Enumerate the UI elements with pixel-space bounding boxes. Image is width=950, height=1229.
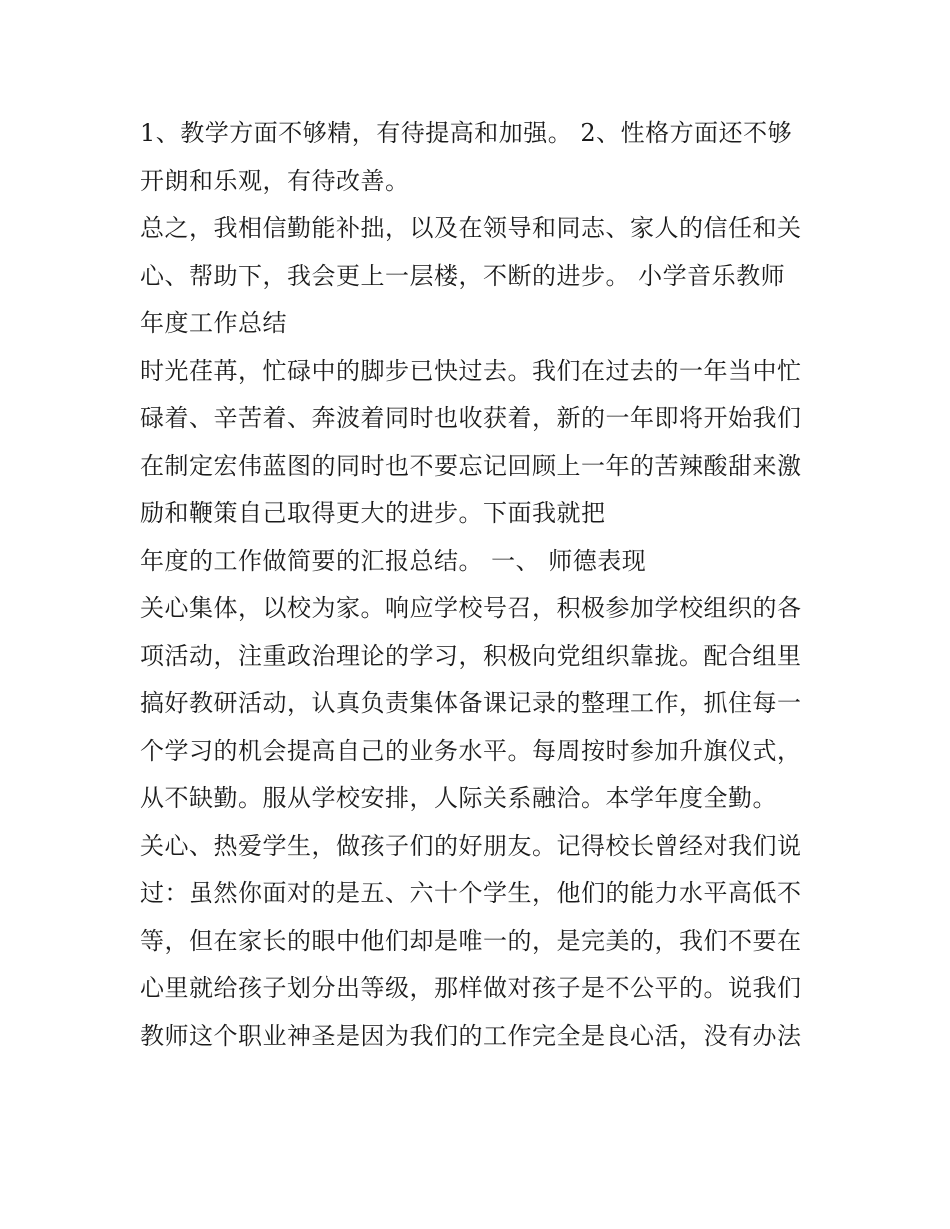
text-line: 等，但在家长的眼中他们却是唯一的，是完美的，我们不要在 — [140, 926, 802, 955]
text-line: 个学习的机会提高自己的业务水平。每周按时参加升旗仪式， — [140, 736, 802, 765]
text-line: 从不缺勤。服从学校安排，人际关系融洽。本学年度全勤。 — [140, 784, 777, 812]
text-line: 项活动，注重政治理论的学习，积极向党组织靠拢。配合组里 — [140, 641, 802, 670]
text-line: 过：虽然你面对的是五、六十个学生，他们的能力水平高低不 — [140, 879, 802, 907]
text-line: 总之，我相信勤能补拙，以及在领导和同志、家人的信任和关 — [140, 214, 802, 242]
text-line: 碌着、辛苦着、奔波着同时也收获着，新的一年即将开始我们 — [140, 404, 802, 432]
text-line: 励和鞭策自己取得更大的进步。下面我就把 — [140, 499, 606, 527]
text-line: 关心、热爱学生，做孩子们的好朋友。记得校长曾经对我们说 — [140, 831, 802, 860]
text-line: 搞好教研活动，认真负责集体备课记录的整理工作，抓住每一 — [140, 689, 802, 717]
text-line: 心里就给孩子划分出等级，那样做对孩子是不公平的。说我们 — [140, 974, 802, 1002]
text-line: 开朗和乐观，有待改善。 — [140, 166, 410, 195]
text-line: 年度工作总结 — [140, 309, 287, 337]
text-line: 1、教学方面不够精，有待提高和加强。 2、性格方面还不够 — [140, 119, 793, 147]
text-line: 教师这个职业神圣是因为我们的工作完全是良心活，没有办法 — [140, 1021, 802, 1050]
document-body — [140, 110, 820, 1060]
text-line: 年度的工作做简要的汇报总结。 一、 师德表现 — [140, 546, 647, 575]
text-line: 心、帮助下，我会更上一层楼，不断的进步。 小学音乐教师 — [140, 261, 786, 290]
text-line: 关心集体，以校为家。响应学校号召，积极参加学校组织的各 — [140, 594, 802, 622]
text-line: 时光荏苒，忙碌中的脚步已快过去。我们在过去的一年当中忙 — [140, 356, 802, 385]
text-line: 在制定宏伟蓝图的同时也不要忘记回顾上一年的苦辣酸甜来激 — [140, 451, 802, 480]
